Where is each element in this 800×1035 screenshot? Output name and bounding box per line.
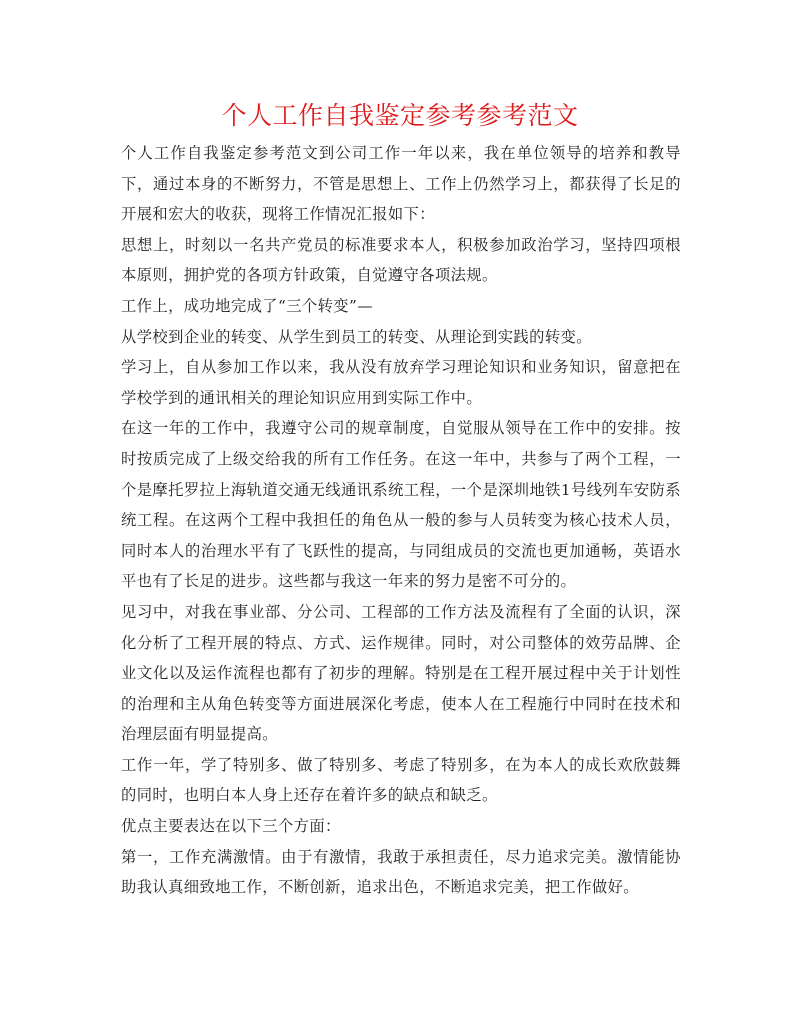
paragraph-intro: 个人工作自我鉴定参考范文到公司工作一年以来，我在单位领导的培养和教导下，通过本身的不断努力，不管是思想上、工作上仍然学习上，都获得了长足的开展和宏大的收获，现将工作情况汇报如下： — [121, 144, 681, 224]
paragraph-year-work: 在这一年的工作中，我遵守公司的规章制度，自觉服从领导在工作中的安排。按时按质完成了上级交给我的所有工作任务。在这一年中，共参与了两个工程，一个是摩托罗拉上海轨道交通无线通讯系统工程，一个是深圳地铁1号线列车安防系统工程。在这两个工程中我担任的角色从一般的参与人员转变为核心技术人员，同时本人的治理水平有了飞跃性的提高，与同组成员的交流也更加通畅，英语水平也有了长足的进步。这些都与我这一年来的努力是密不可分的。 — [121, 419, 681, 591]
document-title: 个人工作自我鉴定参考参考范文 — [221, 101, 579, 130]
paragraph-study: 学习上，自从参加工作以来，我从没有放弃学习理论知识和业务知识，留意把在学校学到的通讯相关的理论知识应用到实际工作中。 — [121, 358, 681, 407]
paragraph-transitions: 从学校到企业的转变、从学生到员工的转变、从理论到实践的转变。 — [121, 327, 592, 346]
paragraph-thought: 思想上，时刻以一名共产党员的标准要求本人，积极参加政治学习，坚持四项根本原则，拥护党的各项方针政策，自觉遵守各项法规。 — [121, 235, 681, 285]
paragraph-reflection: 工作一年，学了特别多、做了特别多、考虑了特别多，在为本人的成长欢欣鼓舞的同时，也明白本人身上还存在着许多的缺点和缺乏。 — [121, 755, 681, 805]
paragraph-strengths-intro: 优点主要表达在以下三个方面： — [121, 817, 341, 836]
paragraph-internship: 见习中，对我在事业部、分公司、工程部的工作方法及流程有了全面的认识，深化分析了工程开展的特点、方式、运作规律。同时，对公司整体的效劳品牌、企业文化以及运作流程也都有了初步的理解。特别是在工程开展过程中关于计划性的治理和主从角色转变等方面进展深化考虑，使本人在工程施行中同时在技术和治理层面有明显提高。 — [121, 602, 681, 744]
document-body — [121, 138, 681, 903]
paragraph-strength-one: 第一，工作充满激情。由于有激情，我敢于承担责任，尽力追求完美。激情能协助我认真细致地工作，不断创新，追求出色，不断追求完美，把工作做好。 — [121, 847, 681, 897]
paragraph-work: 工作上，成功地完成了“三个转变”— — [121, 296, 373, 315]
